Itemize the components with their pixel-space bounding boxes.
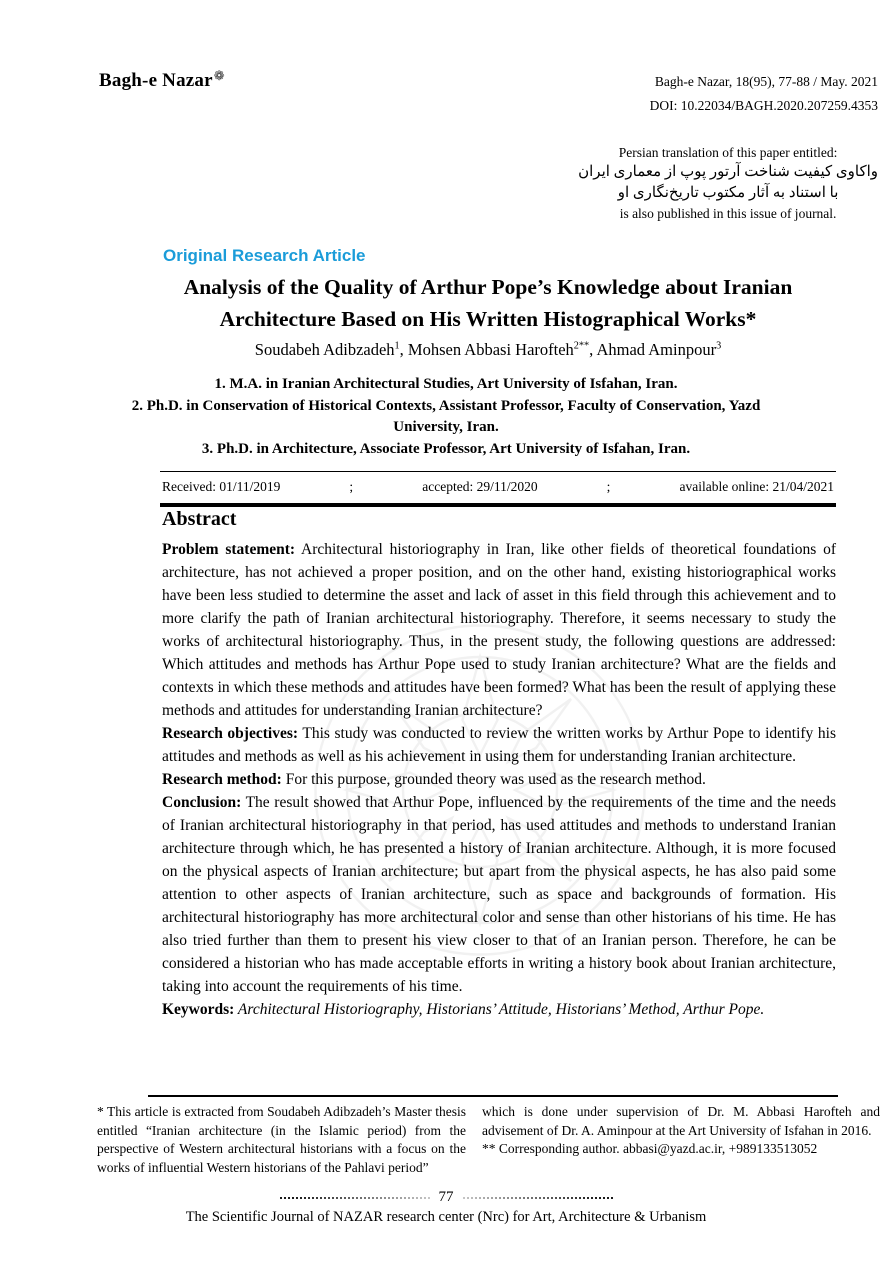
section-label: Research objectives: [162, 725, 299, 742]
page-number: 77 [438, 1189, 454, 1205]
article-type-label: Original Research Article [163, 246, 366, 265]
affiliation-item: 3. Ph.D. in Architecture, Associate Professor, Art University of Isfahan, Iran. [201, 440, 691, 457]
article-title: Analysis of the Quality of Arthur Pope’s Knowledge about Iranian Architecture Based on His Written Histographical Works* [183, 275, 793, 331]
footnotes-block [97, 1103, 880, 1177]
journal-masthead [99, 68, 225, 92]
dot-leader-right [463, 1197, 613, 1199]
persian-title-line-1: واکاوی کیفیت شناخت آرتور پوپ از معماری ایران [578, 164, 878, 180]
section-text: Architectural historiography in Iran, like other fields of theoretical foundations of architecture, has not achieved a proper position, and on the other hand, existing historiographical works have been less studied to determine the asset and lack of asset in this field through this achievement and to more clarify the path of Iranian architectural historiography. Therefore, it seems necessary to study the works of architectural historiography. Thus, in the present study, the following questions are addressed: Which attitudes and methods has Arthur Pope used to study Iranian architecture? What are the fields and contexts in which these methods and attitudes have been formed? What has been the result of applying these methods and attitudes for understanding Iranian architecture? [162, 541, 836, 719]
translation-outro: is also published in this issue of journal. [619, 206, 837, 221]
doi-line: DOI: 10.22034/BAGH.2020.207259.4353 [649, 98, 878, 113]
abstract-section-conclusion [162, 791, 836, 998]
section-label: Conclusion: [162, 794, 242, 811]
section-label: Problem statement: [162, 541, 296, 558]
section-text: The result showed that Arthur Pope, influenced by the requirements of the time and the needs of Iranian architectural historiography in that period, has used attitudes and methods to understand Iranian architecture through which, he has presented a history of Iranian architecture. Although, it is more focused on the physical aspects of Iranian architecture; but apart from the physical aspects, he has also paid some attention to other aspects of Iranian architecture, such as space and backgrounds of formation. His architectural historiography has more architectural color and sense than other historians of his time. He has also tried further than them to present his view closer to that of an Iranian person. Therefore, he can be considered a historian who has made acceptable efforts in writing a history book about Iranian architecture, taking into account the requirements of his time. [162, 794, 836, 995]
section-label: Research method: [162, 771, 282, 788]
abstract-section-research-method [162, 768, 836, 791]
received-date: Received: 01/11/2019 [162, 479, 281, 494]
journal-footer-line: The Scientific Journal of NAZAR research center (Nrc) for Art, Architecture & Urbanism [185, 1209, 707, 1225]
translation-intro: Persian translation of this paper entitled: [618, 145, 838, 160]
authors-line [126, 340, 850, 360]
abstract-section-problem-statement [162, 538, 836, 722]
affiliations-block [106, 374, 786, 460]
affiliation-item: 2. Ph.D. in Conservation of Historical Contexts, Assistant Professor, Faculty of Conservation, Yazd University, Iran. [131, 397, 761, 435]
section-text: For this purpose, grounded theory was used as the research method. [281, 771, 706, 788]
author-name: Soudabeh Adibzadeh [254, 340, 395, 359]
abstract-body [162, 538, 836, 1021]
dates-row [160, 471, 836, 507]
citation-line: Bagh-e Nazar, 18(95), 77-88 / May. 2021 [654, 74, 878, 89]
author-affil-marker: 3 [716, 340, 722, 352]
available-online-date: available online: 21/04/2021 [679, 479, 834, 494]
footnote-right-continuation: which is done under supervision of Dr. M. Abbasi Harofteh and advisement of Dr. A. Aminpour at the Art University of Isfahan in 2016. [482, 1104, 880, 1138]
persian-title-line-2: با استناد به آثار مکتوب تاریخ‌نگاری او [617, 185, 839, 201]
corresponding-author-note: ** Corresponding author. abbasi@yazd.ac.ir, +989133513052 [482, 1141, 818, 1156]
section-text: This study was conducted to review the written works by Arthur Pope to identify his attitudes and methods as well as his achievement in using them for understanding Iranian architecture. [162, 725, 836, 765]
abstract-section-research-objectives [162, 722, 836, 768]
author-separator: , [399, 340, 408, 359]
journal-logo-icon: ❁ [213, 68, 225, 83]
accepted-date: accepted: 29/11/2020 [422, 479, 538, 494]
footnote-divider-rule [148, 1095, 838, 1097]
keywords-line [162, 998, 836, 1021]
author-affil-marker: 2** [573, 340, 590, 352]
translation-notice [578, 143, 878, 223]
footnote-left-column: * This article is extracted from Soudabeh Adibzadeh’s Master thesis entitled “Iranian architecture (in the Islamic period) from the perspective of Western architectural historians with a focus on the works of influential Western historians of the Pahlavi period” [97, 1104, 466, 1175]
page-number-row [0, 1189, 892, 1206]
dot-leader-left [280, 1197, 430, 1199]
dates-separator: ; [349, 479, 354, 494]
author-name: Ahmad Aminpour [596, 340, 717, 359]
dates-separator: ; [606, 479, 611, 494]
keywords-label: Keywords: [162, 1001, 235, 1018]
journal-name: Bagh-e Nazar [99, 70, 213, 91]
header-citation-block [650, 70, 878, 118]
author-affil-marker: 1 [394, 340, 400, 352]
keywords-text: Architectural Historiography, Historians’ Attitude, Historians’ Method, Arthur Pope. [234, 1001, 765, 1018]
affiliation-item: 1. M.A. in Iranian Architectural Studies, Art University of Isfahan, Iran. [214, 376, 678, 392]
abstract-heading: Abstract [162, 508, 237, 530]
author-separator: , [589, 340, 597, 359]
author-name: Mohsen Abbasi Harofteh [407, 340, 574, 359]
footnote-right-column [482, 1103, 880, 1177]
